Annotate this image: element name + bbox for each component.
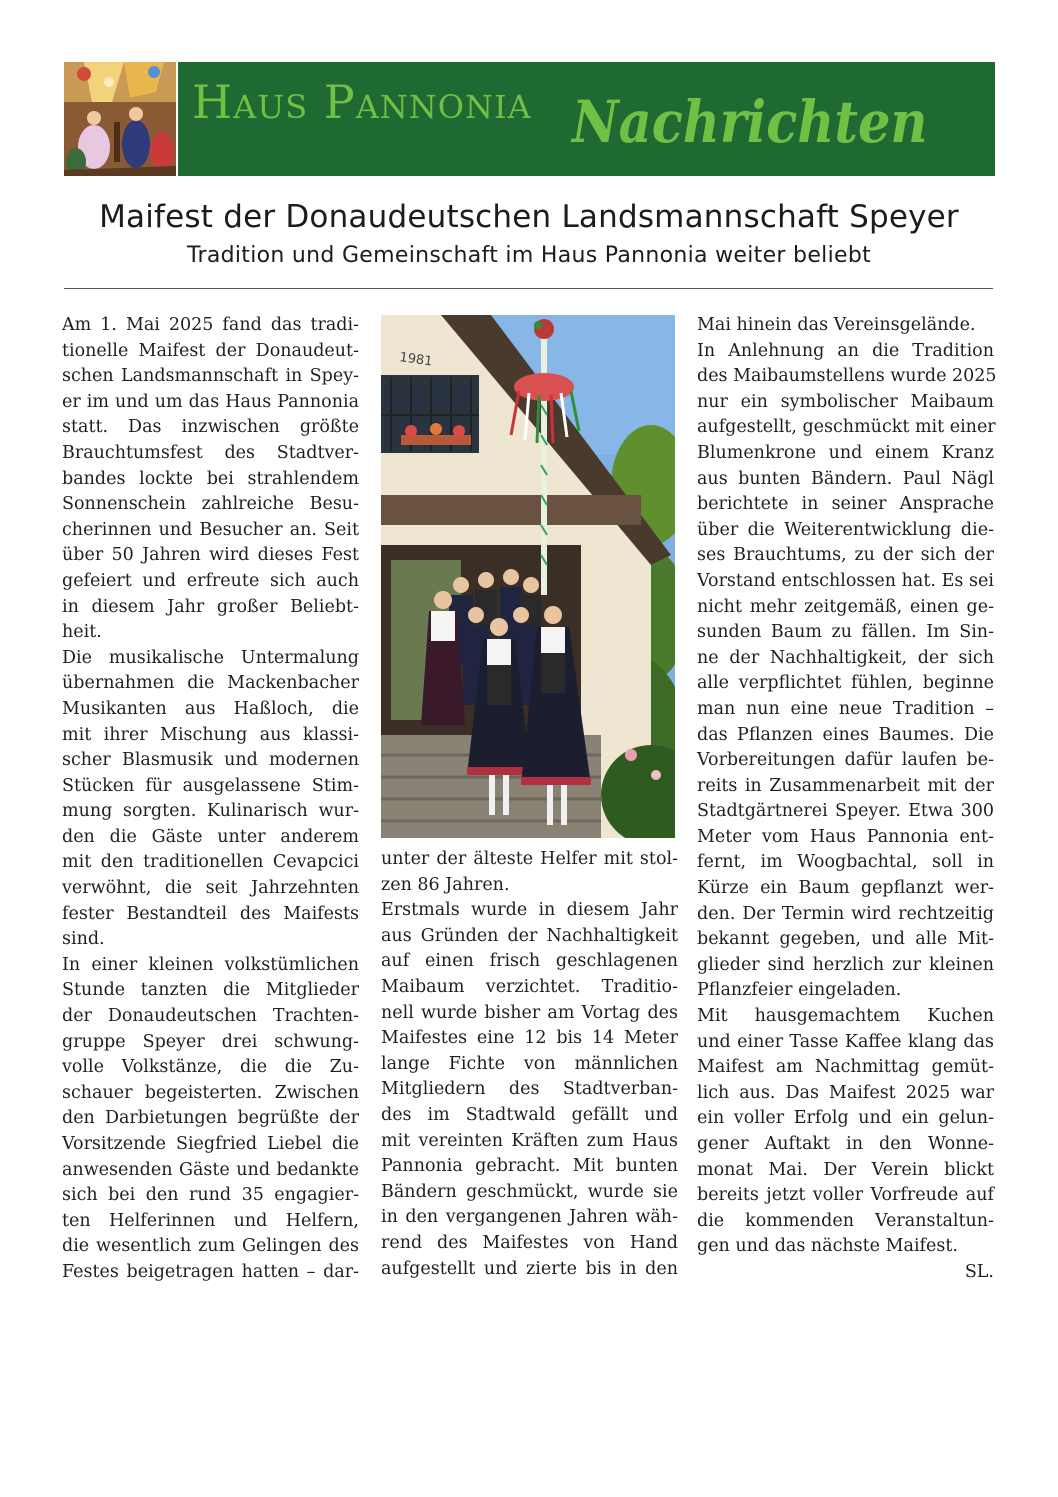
text-line: aufgestellt, geschmückt mit einer bbox=[697, 417, 996, 438]
text-line: die wesentlich zum Gelingen des bbox=[62, 1236, 359, 1257]
text-line: er im und um das Haus Pannonia bbox=[62, 391, 359, 412]
text-line: cherinnen und Besucher an. Seit bbox=[62, 519, 359, 540]
masthead-title-haus-pannonia: Haus Pannonia bbox=[192, 75, 532, 129]
folk-dance-painting-image bbox=[64, 62, 176, 176]
text-line: aus Gründen der Nachhaltigkeit bbox=[381, 925, 678, 946]
text-line: Vorstand entschlossen hat. Es sei bbox=[697, 570, 994, 591]
text-line: ein voller Erfolg und ein gelun- bbox=[697, 1108, 994, 1129]
text-line: man nun eine neue Tradition – bbox=[697, 698, 994, 719]
text-line: anwesenden Gäste und bedankte bbox=[62, 1159, 359, 1180]
text-line: Blumenkrone und einem Kranz bbox=[697, 442, 994, 463]
text-line: übernahmen die Mackenbacher bbox=[62, 673, 359, 694]
masthead bbox=[64, 62, 995, 176]
text-line: nur ein symbolischer Maibaum bbox=[697, 391, 994, 412]
text-line: die kommenden Veranstaltun- bbox=[697, 1210, 994, 1231]
text-line: lich aus. Das Maifest 2025 war bbox=[697, 1082, 994, 1103]
text-line: scher Blasmusik und modernen bbox=[62, 750, 359, 771]
text-line: bereits jetzt voller Vorfreude auf bbox=[697, 1185, 994, 1206]
text-line: volle Volkstänze, die die Zu- bbox=[62, 1057, 359, 1078]
text-line: glieder sind herzlich zur kleinen bbox=[697, 954, 994, 975]
text-line: reits in Zusammenarbeit mit der bbox=[697, 775, 994, 796]
text-line: in den vergangenen Jahren wäh- bbox=[381, 1207, 678, 1228]
text-line: Stücken für ausgelassene Stim- bbox=[62, 775, 359, 796]
text-line: tionelle Maifest der Donaudeut- bbox=[62, 340, 359, 361]
text-line: bandes lockte bei strahlendem bbox=[62, 468, 359, 489]
text-line: In einer kleinen volkstümlichen bbox=[62, 954, 359, 975]
text-line: fernt, im Woogbachtal, soll in bbox=[697, 852, 994, 873]
text-line: Brauchtumsfest des Stadtver- bbox=[62, 442, 359, 463]
text-line: monat Mai. Der Verein blickt bbox=[697, 1159, 994, 1180]
text-line: bekannt gegeben, und alle Mit- bbox=[697, 929, 994, 950]
text-line: gen und das nächste Maifest. bbox=[697, 1236, 958, 1257]
text-line: Mit hausgemachtem Kuchen bbox=[697, 1006, 994, 1027]
text-line: rend des Maifestes von Hand bbox=[381, 1232, 678, 1253]
text-line: berichtete in seiner Ansprache bbox=[697, 494, 994, 515]
text-line: gruppe Speyer drei schwung- bbox=[62, 1031, 359, 1052]
text-line: Die musikalische Untermalung bbox=[62, 647, 359, 668]
text-line: Maifest am Nachmittag gemüt- bbox=[697, 1057, 994, 1078]
text-line: Maibaum verzichtet. Traditio- bbox=[381, 976, 678, 997]
article-column-3 bbox=[697, 313, 997, 1286]
text-line: Mai hinein das Vereinsgelände. bbox=[697, 315, 976, 335]
text-line: Meter vom Haus Pannonia ent- bbox=[697, 826, 994, 847]
text-line: Stunde tanzten die Mitglieder bbox=[62, 980, 359, 1001]
text-line: ne der Nachhaltigkeit, der sich bbox=[697, 647, 994, 668]
title-divider bbox=[64, 288, 993, 289]
text-line: Mitgliedern des Stadtverban- bbox=[381, 1079, 678, 1100]
text-line: sind. bbox=[62, 929, 105, 950]
text-line: den. Der Termin wird rechtzeitig bbox=[697, 903, 994, 924]
text-line: ses Brauchtums, zu der sich der bbox=[697, 545, 994, 566]
text-line: Festes beigetragen hatten – dar- bbox=[62, 1261, 359, 1282]
text-line: Bändern geschmückt, wurde sie bbox=[381, 1181, 678, 1202]
text-line: mung sorgten. Kulinarisch wur- bbox=[62, 801, 359, 822]
text-line: schen Landsmannschaft in Spey- bbox=[62, 366, 359, 387]
text-line: heit. bbox=[62, 622, 102, 643]
text-line: Pflanzfeier eingeladen. bbox=[697, 980, 902, 1001]
text-line: über 50 Jahren wird dieses Fest bbox=[62, 545, 359, 566]
text-line: den Darbietungen begrüßte der bbox=[62, 1108, 359, 1129]
author-signature: SL. bbox=[964, 1261, 994, 1282]
text-line: mit den traditionellen Cevapcici bbox=[62, 852, 359, 873]
article-subtitle: Tradition und Gemeinschaft im Haus Pannonia weiter beliebt bbox=[186, 243, 872, 268]
text-line: ten Helferinnen und Helfern, bbox=[62, 1210, 359, 1231]
text-line: zen 86 Jahren. bbox=[381, 874, 510, 895]
text-line: über die Weiterentwicklung die- bbox=[697, 519, 994, 540]
text-line: auf einen frisch geschlagenen bbox=[381, 951, 678, 972]
text-line: den die Gäste unter anderem bbox=[62, 826, 359, 847]
text-line: nicht mehr zeitgemäß, einen ge- bbox=[697, 596, 994, 617]
text-line: das Pflanzen eines Baumes. Die bbox=[697, 724, 994, 745]
house-number-text: 1981 bbox=[398, 350, 434, 370]
text-line: sich bei den rund 35 engagier- bbox=[62, 1185, 359, 1206]
text-line: Musikanten aus Haßloch, die bbox=[62, 698, 359, 719]
text-line: alle verpflichtet fühlen, beginne bbox=[697, 673, 994, 694]
text-line: In Anlehnung an die Tradition bbox=[697, 340, 994, 361]
text-line: sunden Baum zu fällen. Im Sin- bbox=[697, 622, 994, 643]
article-column-1 bbox=[62, 313, 359, 1286]
text-line: Vorsitzende Siegfried Liebel die bbox=[62, 1134, 359, 1154]
text-line: mit ihrer Mischung aus klassi- bbox=[62, 724, 359, 745]
text-line: nell wurde bisher am Vortag des bbox=[381, 1002, 678, 1023]
text-line: Vorbereitungen dafür laufen be- bbox=[697, 750, 994, 771]
text-line: statt. Das inzwischen größte bbox=[62, 417, 359, 438]
text-line: unter der älteste Helfer mit stol- bbox=[381, 849, 678, 869]
text-line: aufgestellt und zierte bis in den bbox=[381, 1258, 678, 1279]
text-line: verwöhnt, die seit Jahrzehnten bbox=[62, 878, 359, 899]
text-line: Pannonia gebracht. Mit bunten bbox=[381, 1156, 678, 1177]
text-line: schauer begeisterten. Zwischen bbox=[62, 1082, 359, 1103]
masthead-title-nachrichten: Nachrichten bbox=[572, 88, 928, 156]
maibaum-group-photo bbox=[381, 315, 675, 838]
text-line: aus bunten Bändern. Paul Nägl bbox=[697, 468, 994, 489]
masthead-band bbox=[178, 62, 995, 176]
text-line: lange Fichte von männlichen bbox=[381, 1053, 678, 1074]
text-line: gefeiert und erfreute sich auch bbox=[62, 570, 359, 591]
text-line: Maifestes eine 12 bis 14 Meter bbox=[381, 1028, 678, 1049]
text-line: in diesem Jahr großer Beliebt- bbox=[62, 596, 359, 617]
text-line: gener Auftakt in den Wonne- bbox=[697, 1134, 994, 1154]
text-line: Am 1. Mai 2025 fand das tradi- bbox=[62, 315, 359, 335]
text-line: des im Stadtwald gefällt und bbox=[381, 1104, 678, 1125]
text-line: und einer Tasse Kaffee klang das bbox=[697, 1031, 994, 1052]
text-line: Sonnenschein zahlreiche Besu- bbox=[62, 494, 359, 515]
text-line: fester Bestandteil des Maifests bbox=[62, 903, 359, 924]
article-title: Maifest der Donaudeutschen Landsmannschaft Speyer bbox=[99, 199, 959, 235]
text-line: mit vereinten Kräften zum Haus bbox=[381, 1130, 678, 1151]
text-line: Erstmals wurde in diesem Jahr bbox=[381, 900, 678, 921]
text-line: des Maibaumstellens wurde 2025 bbox=[697, 366, 997, 387]
text-line: Stadtgärtnerei Speyer. Etwa 300 bbox=[697, 801, 994, 822]
text-line: Kürze ein Baum gepflanzt wer- bbox=[697, 878, 994, 899]
article-column-2 bbox=[381, 847, 678, 1282]
text-line: der Donaudeutschen Trachten- bbox=[62, 1006, 359, 1027]
